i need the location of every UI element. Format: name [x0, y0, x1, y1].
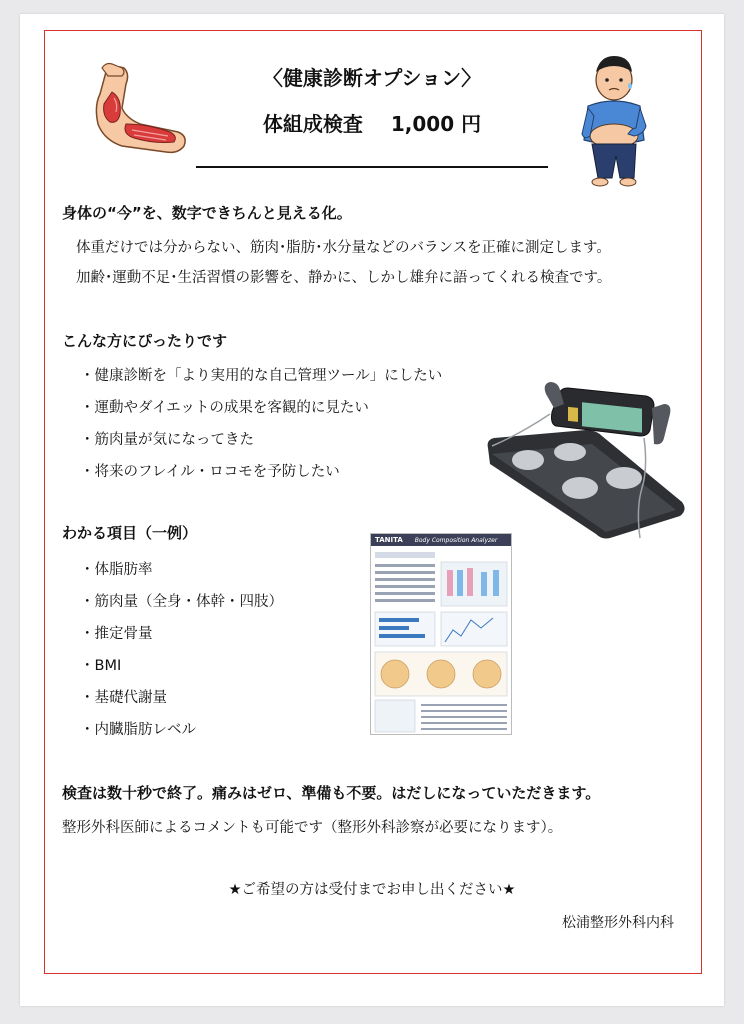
clinic-name: 松浦整形外科内科 — [562, 915, 674, 931]
measure-item: ・内臓脂肪レベル — [80, 722, 196, 738]
items-heading: わかる項目（一例） — [62, 524, 198, 542]
target-item: ・将来のフレイル・ロコモを予防したい — [80, 464, 340, 480]
target-item: ・運動やダイエットの成果を客観的に見たい — [80, 400, 369, 416]
exam-note: 整形外科医師によるコメントも可能です（整形外科診察が必要になります）。 — [62, 820, 563, 836]
intro-heading: 身体の“今”を、数字できちんと見える化。 — [62, 204, 352, 222]
page-title: 〈健康診断オプション〉 — [262, 66, 482, 90]
arm-muscle-icon — [92, 62, 192, 162]
measure-item: ・基礎代謝量 — [80, 690, 167, 706]
measure-item: ・体脂肪率 — [80, 562, 153, 578]
report-title: Body Composition Analyzer — [414, 536, 498, 544]
exam-price: 1,000 円 — [390, 112, 482, 136]
target-item: ・健康診断を「より実用的な自己管理ツール」にしたい — [80, 368, 443, 384]
title-underline — [196, 166, 548, 168]
body-composition-scale-image — [484, 368, 688, 544]
measure-item: ・推定骨量 — [80, 626, 153, 642]
result-sheet-image — [370, 533, 512, 735]
intro-line-2: 加齢･運動不足･生活習慣の影響を、静かに、しかし雄弁に語ってくれる検査です。 — [76, 270, 612, 286]
exam-heading: 検査は数十秒で終了。痛みはゼロ、準備も不要。はだしになっていただきます。 — [62, 784, 601, 802]
measure-item: ・BMI — [80, 658, 122, 674]
report-brand: TANITA — [375, 536, 403, 544]
intro-line-1: 体重だけでは分からない、筋肉･脂肪･水分量などのバランスを正確に測定します。 — [76, 240, 611, 256]
exam-name: 体組成検査 — [262, 112, 363, 136]
target-heading: こんな方にぴったりです — [62, 332, 228, 350]
exam-name-price — [190, 108, 554, 137]
measure-item: ・筋肉量（全身・体幹・四肢） — [80, 594, 283, 610]
target-item: ・筋肉量が気になってきた — [80, 432, 254, 448]
chubby-man-icon — [574, 56, 654, 188]
call-to-action: ★ご希望の方は受付までお申し出ください★ — [228, 882, 516, 898]
